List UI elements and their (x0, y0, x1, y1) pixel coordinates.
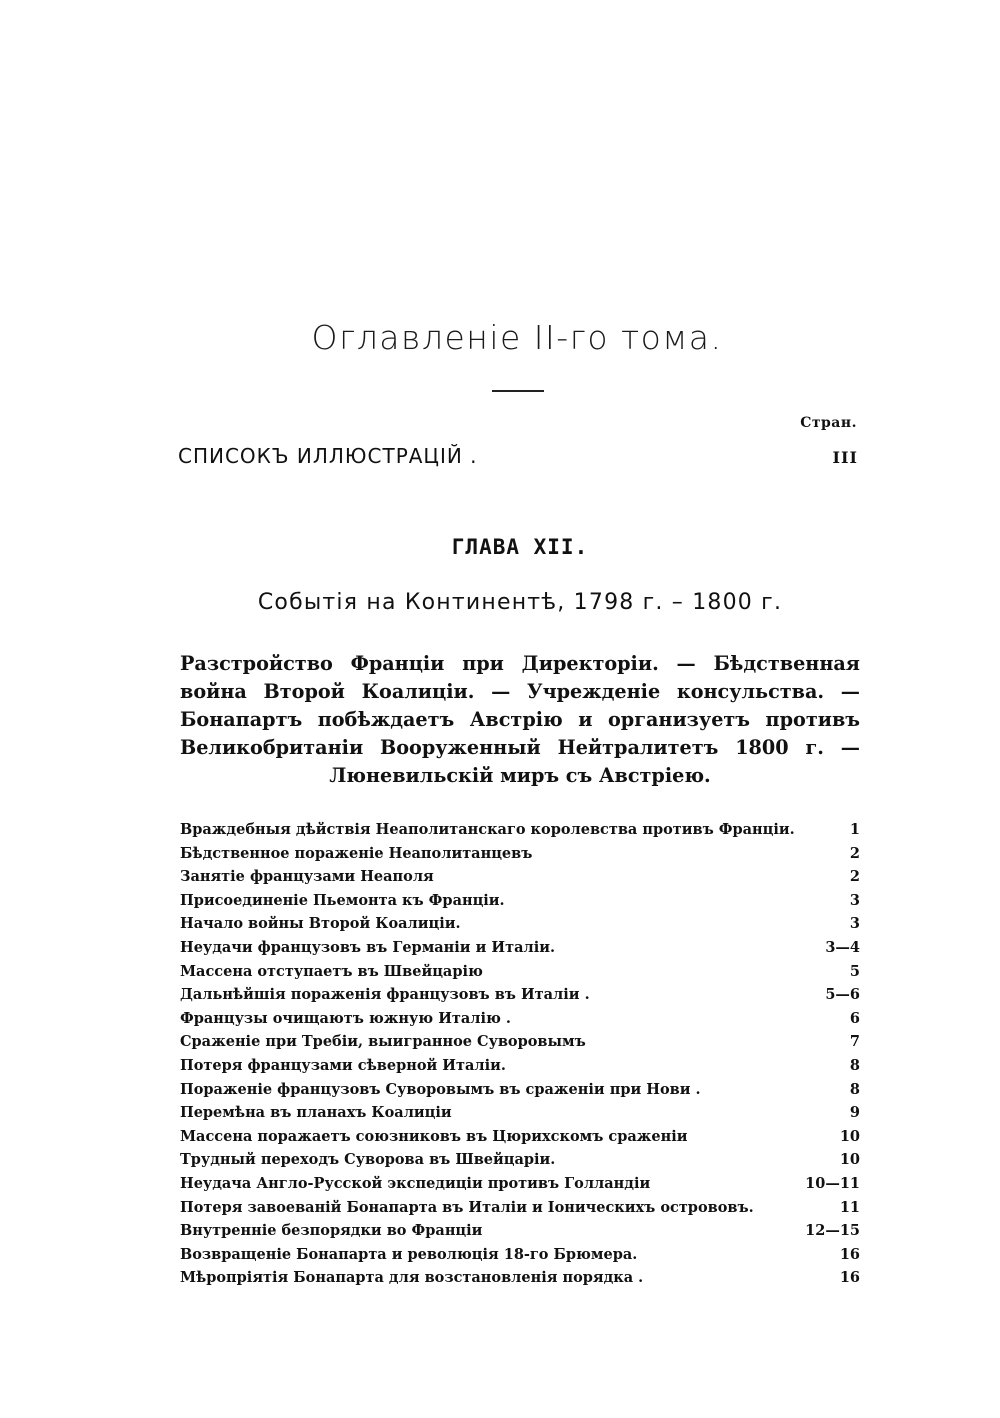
toc-entry (180, 1054, 860, 1078)
toc-entry-title: Массена отступаетъ въ Швейцарію (180, 962, 483, 980)
toc-entry-page: 2 (849, 844, 860, 862)
toc-entry-title: Неудача Англо-Русской экспедиціи противъ Голландіи (180, 1174, 651, 1192)
toc-entry-title: Сраженіе при Требіи, выигранное Суворовымъ (180, 1033, 586, 1051)
toc-entry-page: 10 (839, 1127, 860, 1145)
illustrations-entry (178, 444, 858, 468)
toc-entry (180, 1125, 860, 1149)
toc-entry-title: Французы очищаютъ южную Италію . (180, 1009, 511, 1027)
toc-entry-page: 5—6 (825, 986, 860, 1004)
chapter-heading: ГЛАВА XII. (451, 535, 589, 559)
toc-entry-page: 10—11 (805, 1174, 860, 1192)
toc-entry-page: 8 (849, 1056, 860, 1074)
toc-entry (180, 1101, 860, 1125)
toc-entry-page: 3—4 (825, 938, 860, 956)
toc-entry-page: 3 (849, 891, 860, 909)
toc-entry-page: 5 (849, 962, 860, 980)
toc-entry (180, 1172, 860, 1196)
toc-entry-title: Перемѣна въ планахъ Коалиціи (180, 1104, 452, 1122)
toc-entry (180, 1007, 860, 1031)
toc-entry-page: 16 (839, 1269, 860, 1287)
toc-entry-title: Занятіе французами Неаполя (180, 868, 434, 886)
chapter-summary: Разстройство Франціи при Директоріи. — Бѣдственная война Второй Коалиціи. — Учрежденіе консульства. — Бонапартъ побѣждаетъ Австрію и организуетъ противъ Великобританіи Вооруженный Нейтралитетъ 1800 г. — Люневильскій миръ съ Австріею. (180, 652, 860, 787)
toc-entry (180, 960, 860, 984)
toc-entry-title: Массена поражаетъ союзниковъ въ Цюрихскомъ сраженіи (180, 1127, 688, 1145)
toc-entry-page: 9 (849, 1104, 860, 1122)
toc-entry-title: Бѣдственное пораженіе Неаполитанцевъ (180, 844, 533, 862)
toc-entry-title: Дальнѣйшія пораженія французовъ въ Италіи . (180, 986, 590, 1004)
toc-entry-page: 1 (849, 821, 860, 838)
page-title: Оглавленіе II-го тома. (311, 318, 723, 357)
toc-entry (180, 889, 860, 913)
toc-entry-title: Трудный переходъ Суворова въ Швейцаріи. (180, 1151, 556, 1169)
toc-entry-page: 12—15 (805, 1222, 860, 1240)
toc-entry-title: Возвращеніе Бонапарта и революція 18-го Брюмера. (180, 1245, 638, 1263)
illustrations-label: СПИСОКЪ ИЛЛЮСТРАЦІЙ . (178, 444, 478, 468)
table-of-contents (180, 818, 860, 1290)
toc-entry (180, 912, 860, 936)
page-column-header: Стран. (800, 415, 857, 431)
toc-entry (180, 1030, 860, 1054)
toc-entry (180, 842, 860, 866)
toc-entry-title: Начало войны Второй Коалиціи. (180, 915, 461, 933)
toc-entry-page: 7 (849, 1033, 860, 1051)
toc-entry-page: 2 (849, 868, 860, 886)
toc-entry (180, 936, 860, 960)
toc-entry (180, 983, 860, 1007)
toc-entry-title: Враждебныя дѣйствія Неаполитанскаго королевства противъ Франціи. (180, 821, 795, 838)
toc-entry-page: 11 (839, 1198, 860, 1216)
toc-entry-title: Пораженіе французовъ Суворовымъ въ сраженіи при Нови . (180, 1080, 701, 1098)
toc-entry-page: 6 (849, 1009, 860, 1027)
toc-entry-page: 3 (849, 915, 860, 933)
toc-entry-page: 8 (849, 1080, 860, 1098)
toc-entry (180, 1148, 860, 1172)
toc-entry (180, 1219, 860, 1243)
toc-entry-title: Потеря французами сѣверной Италіи. (180, 1056, 506, 1074)
toc-entry (180, 865, 860, 889)
toc-entry-title: Потеря завоеваній Бонапарта въ Италіи и Іоническихъ острововъ. (180, 1198, 754, 1216)
toc-entry (180, 818, 860, 842)
toc-entry-title: Мѣропріятія Бонапарта для возстановленія порядка . (180, 1269, 644, 1287)
toc-entry (180, 1243, 860, 1267)
toc-entry-page: 10 (839, 1151, 860, 1169)
toc-entry-page: 16 (839, 1245, 860, 1263)
toc-entry (180, 1196, 860, 1220)
toc-entry-title: Присоединеніе Пьемонта къ Франціи. (180, 891, 505, 909)
toc-entry-title: Внутренніе безпорядки во Франціи (180, 1222, 483, 1240)
toc-entry (180, 1266, 860, 1290)
toc-entry-title: Неудачи французовъ въ Германіи и Италіи. (180, 938, 556, 956)
chapter-subtitle: Событія на Континентѣ, 1798 г. – 1800 г. (257, 590, 783, 615)
toc-entry (180, 1078, 860, 1102)
illustrations-page-number: III (832, 448, 858, 467)
title-divider (492, 390, 544, 392)
